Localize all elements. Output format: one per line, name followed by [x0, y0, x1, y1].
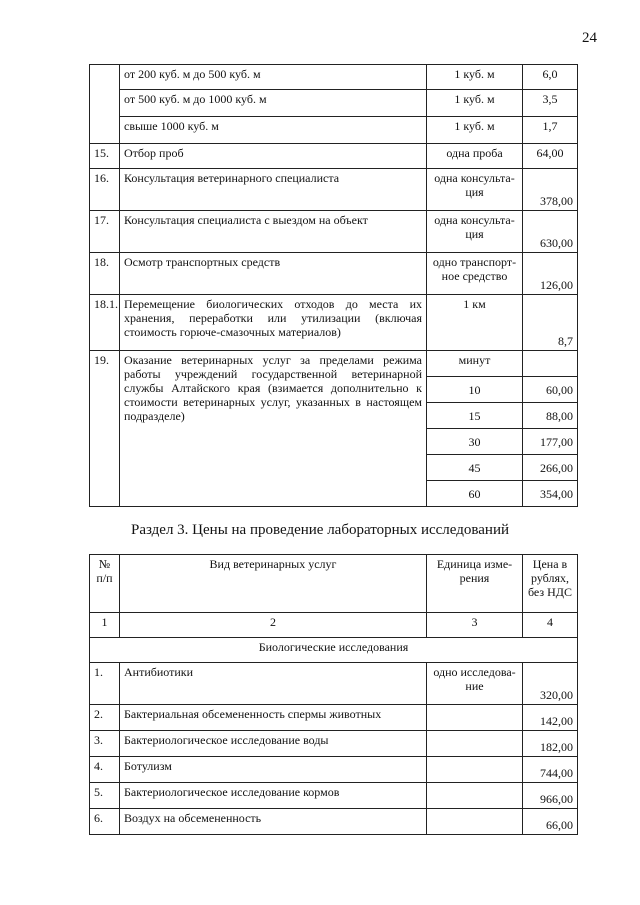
table-row	[90, 757, 578, 783]
cell-unit: одно исследова-ние	[427, 663, 523, 705]
colnum: 3	[427, 613, 523, 638]
cell-minutes: 15	[427, 403, 523, 429]
cell-service: Осмотр транспортных средств	[120, 253, 427, 295]
cell-price: 378,00	[523, 169, 578, 211]
cell-unit: 1 км	[427, 295, 523, 351]
section-title: Раздел 3. Цены на проведение лабораторных исследований	[131, 522, 509, 538]
cell-service: Перемещение биологических отходов до места их хранения, переработки или утилизации (включая стоимость горюче-смазочных материалов)	[120, 295, 427, 351]
cell-unit	[427, 809, 523, 835]
cell-unit	[427, 757, 523, 783]
table-row	[90, 253, 578, 295]
cell-num: 18.	[90, 253, 120, 295]
cell-price: 1,7	[523, 117, 578, 144]
cell-num: 16.	[90, 169, 120, 211]
table-row	[90, 705, 578, 731]
header-service: Вид ветеринарных услуг	[120, 555, 427, 613]
cell-unit: одна консульта-ция	[427, 169, 523, 211]
cell-price: 60,00	[523, 377, 578, 403]
cell-service: Бактериологическое исследование воды	[120, 731, 427, 757]
cell-unit	[427, 705, 523, 731]
cell-unit: 1 куб. м	[427, 90, 523, 117]
cell-price: 266,00	[523, 455, 578, 481]
cell-service: свыше 1000 куб. м	[120, 117, 427, 144]
header-unit: Единица изме-рения	[427, 555, 523, 613]
group-row	[90, 638, 578, 663]
cell-price: 320,00	[523, 663, 578, 705]
cell-price: 630,00	[523, 211, 578, 253]
cell-price: 88,00	[523, 403, 578, 429]
group-title: Биологические исследования	[90, 638, 578, 663]
cell-price: 177,00	[523, 429, 578, 455]
cell-price: 744,00	[523, 757, 578, 783]
cell-unit: одно транспорт-ное средство	[427, 253, 523, 295]
table-row	[90, 731, 578, 757]
cell-num-empty	[90, 65, 120, 144]
cell-num: 2.	[90, 705, 120, 731]
table-row	[90, 144, 578, 169]
cell-num: 15.	[90, 144, 120, 169]
table-row	[90, 295, 578, 351]
cell-service: Отбор проб	[120, 144, 427, 169]
cell-num: 4.	[90, 757, 120, 783]
cell-price: 182,00	[523, 731, 578, 757]
cell-price: 142,00	[523, 705, 578, 731]
colnum: 4	[523, 613, 578, 638]
table-row	[90, 90, 578, 117]
cell-price: 64,00	[523, 144, 578, 169]
cell-service: Воздух на обсемененность	[120, 809, 427, 835]
cell-price: 3,5	[523, 90, 578, 117]
header-price: Цена в рублях, без НДС	[523, 555, 578, 613]
colnum: 2	[120, 613, 427, 638]
cell-service: Консультация ветеринарного специалиста	[120, 169, 427, 211]
cell-num: 19.	[90, 351, 120, 507]
cell-price: 354,00	[523, 481, 578, 507]
cell-unit: минут	[427, 351, 523, 377]
cell-service: от 200 куб. м до 500 куб. м	[120, 65, 427, 90]
cell-service: Ботулизм	[120, 757, 427, 783]
table-row	[90, 169, 578, 211]
cell-unit: 1 куб. м	[427, 65, 523, 90]
cell-service: от 500 куб. м до 1000 куб. м	[120, 90, 427, 117]
cell-minutes: 45	[427, 455, 523, 481]
cell-unit: одна консульта-ция	[427, 211, 523, 253]
cell-unit	[427, 783, 523, 809]
page-number: 24	[582, 30, 597, 46]
cell-num: 18.1.	[90, 295, 120, 351]
cell-unit	[427, 731, 523, 757]
cell-num: 17.	[90, 211, 120, 253]
header-num: № п/п	[90, 555, 120, 613]
cell-minutes: 60	[427, 481, 523, 507]
cell-price: 6,0	[523, 65, 578, 90]
cell-service: Оказание ветеринарных услуг за пределами режима работы учреждений государственной ветеринарной службы Алтайского края (взимается дополнительно к стоимости ветеринарных услуг, указанных в настоящем подразделе)	[120, 351, 427, 507]
lab-prices-table	[89, 554, 578, 835]
column-numbers-row	[90, 613, 578, 638]
cell-price: 966,00	[523, 783, 578, 809]
table-row	[90, 211, 578, 253]
colnum: 1	[90, 613, 120, 638]
cell-price: 8,7	[523, 295, 578, 351]
cell-unit: 1 куб. м	[427, 117, 523, 144]
cell-num: 3.	[90, 731, 120, 757]
table-row	[90, 117, 578, 144]
table-row	[90, 65, 578, 90]
cell-service: Антибиотики	[120, 663, 427, 705]
table-row	[90, 783, 578, 809]
cell-service: Бактериальная обсемененность спермы животных	[120, 705, 427, 731]
cell-price: 66,00	[523, 809, 578, 835]
cell-minutes: 10	[427, 377, 523, 403]
tariff-table-continued	[89, 64, 578, 507]
cell-unit: одна проба	[427, 144, 523, 169]
table-row	[90, 351, 578, 377]
header-row	[90, 555, 578, 613]
table-row	[90, 809, 578, 835]
cell-service: Бактериологическое исследование кормов	[120, 783, 427, 809]
cell-service: Консультация специалиста с выездом на объект	[120, 211, 427, 253]
cell-num: 5.	[90, 783, 120, 809]
cell-price: 126,00	[523, 253, 578, 295]
cell-num: 1.	[90, 663, 120, 705]
cell-price-empty	[523, 351, 578, 377]
cell-num: 6.	[90, 809, 120, 835]
cell-minutes: 30	[427, 429, 523, 455]
table-row	[90, 663, 578, 705]
